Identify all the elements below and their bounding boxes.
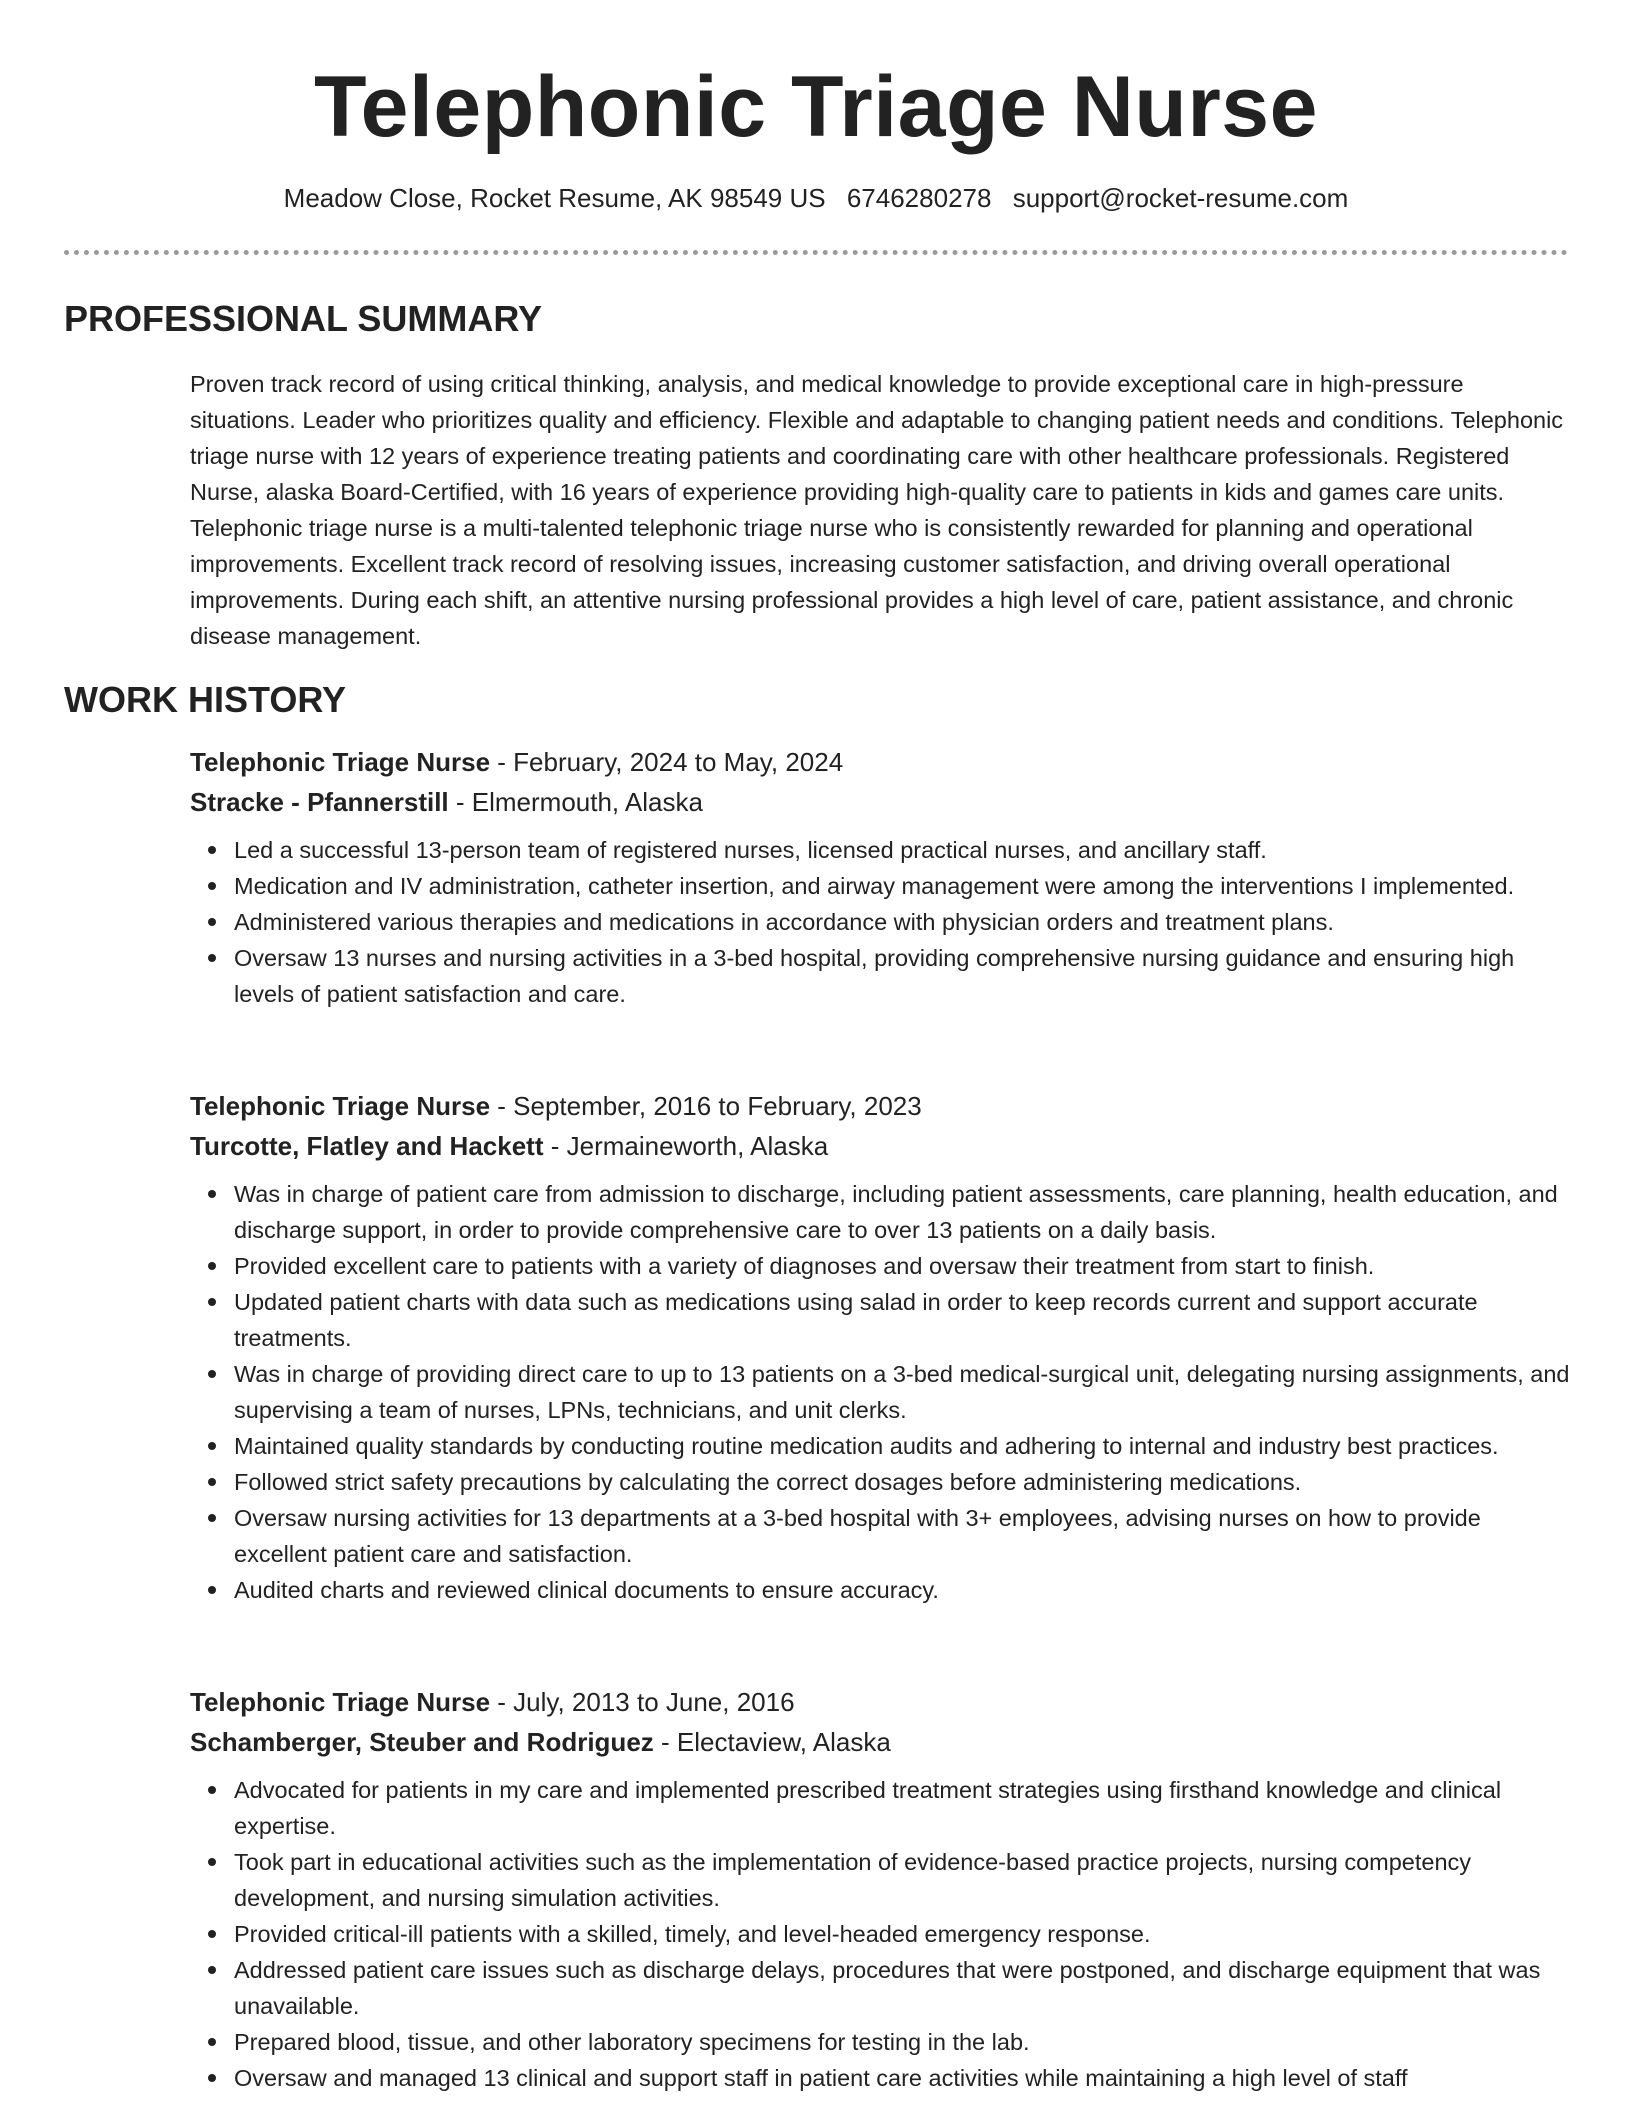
- job-bullet: Followed strict safety precautions by calculating the correct dosages before administering medications.: [234, 1464, 1570, 1500]
- job-bullet: Was in charge of patient care from admission to discharge, including patient assessments, care planning, health education, and discharge support, in order to provide comprehensive care to over 13 patients on a daily basis.: [234, 1176, 1570, 1248]
- job-bullet: Updated patient charts with data such as medications using salad in order to keep records current and support accurate treatments.: [234, 1284, 1570, 1356]
- job-title-line: [190, 1682, 1570, 1722]
- job-role: Telephonic Triage Nurse: [190, 1687, 491, 1717]
- contact-address: Meadow Close, Rocket Resume, AK 98549 US: [283, 183, 826, 213]
- job-title-line: [190, 1086, 1570, 1126]
- job-bullet: Took part in educational activities such as the implementation of evidence-based practice projects, nursing competency development, and nursing simulation activities.: [234, 1844, 1570, 1916]
- job-entry: [190, 1086, 1570, 1608]
- job-bullet: Prepared blood, tissue, and other laboratory specimens for testing in the lab.: [234, 2024, 1570, 2060]
- work-history-heading: WORK HISTORY: [64, 679, 347, 720]
- job-role: Telephonic Triage Nurse: [190, 1091, 491, 1121]
- job-company: Schamberger, Steuber and Rodriguez: [190, 1727, 654, 1757]
- job-bullet: Oversaw 13 nurses and nursing activities in a 3-bed hospital, providing comprehensive nursing guidance and ensuring high levels of patient satisfaction and care.: [234, 940, 1570, 1012]
- resume-name: Telephonic Triage Nurse: [314, 59, 1318, 155]
- job-company: Stracke - Pfannerstill: [190, 787, 449, 817]
- job-bullet: Advocated for patients in my care and implemented prescribed treatment strategies using firsthand knowledge and clinical expertise.: [234, 1772, 1570, 1844]
- job-bullet: Provided critical-ill patients with a skilled, timely, and level-headed emergency response.: [234, 1916, 1570, 1952]
- job-bullet: Was in charge of providing direct care to up to 13 patients on a 3-bed medical-surgical unit, delegating nursing assignments, and supervising a team of nurses, LPNs, technicians, and unit clerks.: [234, 1356, 1570, 1428]
- job-location: - Elmermouth, Alaska: [448, 787, 703, 817]
- job-company-line: [190, 1722, 1570, 1762]
- contact-phone: 6746280278: [846, 183, 992, 213]
- job-dates: - July, 2013 to June, 2016: [490, 1687, 795, 1717]
- job-dates: - February, 2024 to May, 2024: [490, 747, 844, 777]
- job-bullet: Addressed patient care issues such as discharge delays, procedures that were postponed, and discharge equipment that was unavailable.: [234, 1952, 1570, 2024]
- job-entry: [190, 742, 1570, 1012]
- contact-email: support@rocket-resume.com: [1012, 183, 1349, 213]
- job-bullet: Led a successful 13-person team of registered nurses, licensed practical nurses, and ancillary staff.: [234, 832, 1570, 868]
- job-company-line: [190, 1126, 1570, 1166]
- job-role: Telephonic Triage Nurse: [190, 747, 491, 777]
- job-bullet: Oversaw nursing activities for 13 departments at a 3-bed hospital with 3+ employees, advising nurses on how to provide excellent patient care and satisfaction.: [234, 1500, 1570, 1572]
- job-entry: [190, 1682, 1570, 2096]
- header-divider: [64, 250, 1568, 255]
- job-bullet: Audited charts and reviewed clinical documents to ensure accuracy.: [234, 1572, 1570, 1608]
- job-bullets: [190, 1176, 1570, 1608]
- job-bullet: Medication and IV administration, catheter insertion, and airway management were among the interventions I implemented.: [234, 868, 1570, 904]
- job-company-line: [190, 782, 1570, 822]
- job-location: - Electaview, Alaska: [653, 1727, 891, 1757]
- job-dates: - September, 2016 to February, 2023: [490, 1091, 922, 1121]
- job-bullet: Administered various therapies and medications in accordance with physician orders and treatment plans.: [234, 904, 1570, 940]
- job-bullets: [190, 832, 1570, 1012]
- summary-heading: PROFESSIONAL SUMMARY: [64, 298, 543, 339]
- summary-text: Proven track record of using critical thinking, analysis, and medical knowledge to provide exceptional care in high-pressure situations. Leader who prioritizes quality and efficiency. Flexible and adaptable to changing patient needs and conditions. Telephonic triage nurse with 12 years of experience treating patients and coordinating care with other healthcare professionals. Registered Nurse, alaska Board-Certified, with 16 years of experience providing high-quality care to patients in kids and games care units. Telephonic triage nurse is a multi-talented telephonic triage nurse who is consistently rewarded for planning and operational improvements. Excellent track record of resolving issues, increasing customer satisfaction, and driving overall operational improvements. During each shift, an attentive nursing professional provides a high level of care, patient assistance, and chronic disease management.: [190, 371, 1564, 649]
- job-title-line: [190, 742, 1570, 782]
- job-company: Turcotte, Flatley and Hackett: [190, 1131, 544, 1161]
- job-bullets: [190, 1772, 1570, 2096]
- job-bullet: Oversaw and managed 13 clinical and support staff in patient care activities while maintaining a high level of staff: [234, 2060, 1570, 2096]
- job-bullet: Provided excellent care to patients with a variety of diagnoses and oversaw their treatment from start to finish.: [234, 1248, 1570, 1284]
- job-bullet: Maintained quality standards by conducting routine medication audits and adhering to internal and industry best practices.: [234, 1428, 1570, 1464]
- job-location: - Jermaineworth, Alaska: [543, 1131, 829, 1161]
- contact-line: [0, 178, 1632, 218]
